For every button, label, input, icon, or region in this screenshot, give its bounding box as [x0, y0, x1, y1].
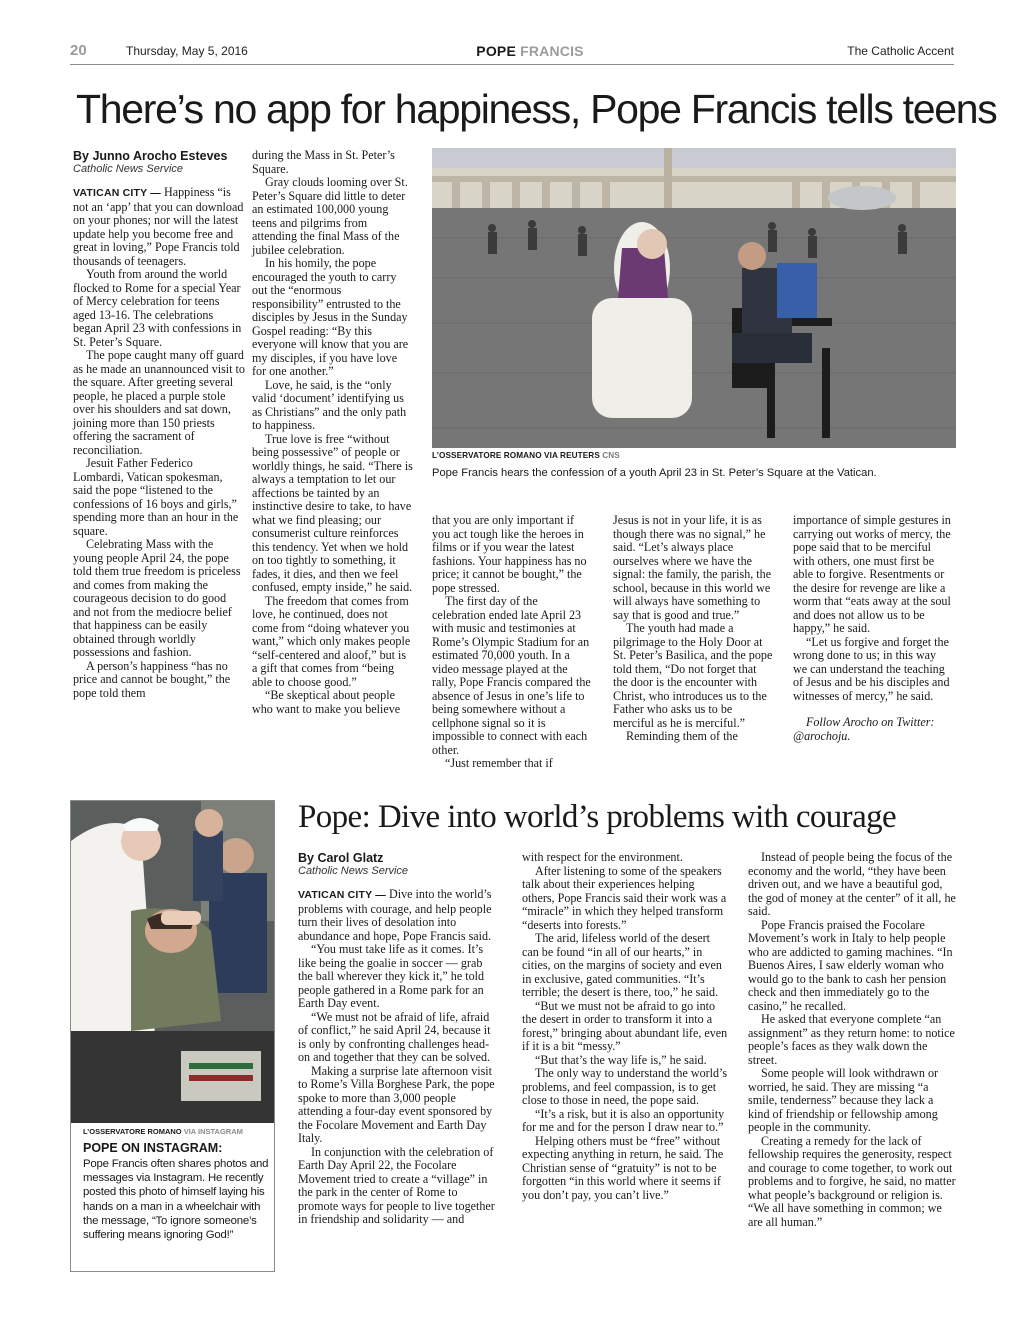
story2-paragraph: The only way to understand the world’s problems, and feel compassion, is to get close to those in need, the pope said.: [522, 1066, 728, 1107]
story2-paragraph: The arid, lifeless world of the desert can be found “in all of our hearts,” in cities, on the margins of society and even in exclusive, gated communities. “It’s terrible; the desert is there, too,” he said.: [522, 931, 722, 999]
section-title: [470, 43, 590, 59]
story2-dateline: VATICAN CITY —: [298, 889, 386, 901]
confession-photo: [432, 148, 956, 448]
story2-paragraph: Creating a remedy for the lack of fellowship requires the generosity, respect and courage to come together, to work out problems and to forgive, he said, no matter what people’s background or religion is. “We all have something in common; we are all human.”: [748, 1133, 956, 1229]
story1-service: Catholic News Service: [73, 163, 184, 175]
story1-byline: By Junno Arocho Esteves: [73, 149, 228, 163]
story1-paragraph: during the Mass in St. Peter’s Square.: [252, 148, 395, 176]
page-number: 20: [70, 42, 87, 59]
story2-paragraph: Making a surprise late afternoon visit to Rome’s Villa Borghese Park, the pope spoke to more than 3,000 people attending a four-day event sponsored by the Focolare Movement and Earth Day Italy.: [298, 1063, 495, 1145]
story1-paragraph: “Be skeptical about people who want to make you believe: [252, 688, 401, 716]
story1-paragraph: Jesus is not in your life, it is as though there was no signal,” he said. “Let’s always place ourselves where we have the signal: the family, the parish, the school, because in this world we will always have something to say that is good and true.”: [613, 513, 772, 622]
confession-photo-agency: CNS: [602, 451, 620, 460]
story1-paragraph: “Let us forgive and forget the wrong done to us; in this way we can understand the teaching of Jesus and be his disciples and witnesses of mercy,” he said.: [793, 634, 950, 703]
story2-headline: Pope: Dive into world’s problems with courage: [298, 799, 897, 835]
story1-paragraph: Youth from around the world flocked to Rome for a special Year of Mercy celebration for teens aged 13-16. The celebrations began April 23 with confessions in St. Peter’s Square.: [73, 267, 242, 349]
instagram-sidebar: [70, 800, 275, 1272]
instagram-photo-illustration: [71, 801, 274, 1123]
story2-paragraph: “You must take life as it comes. It’s like being the goalie in soccer — grab the ball wherever they kick it,” he told people gathered in a Rome park for an Earth Day event.: [298, 942, 485, 1010]
story1-follow-note: Follow Arocho on Twitter: @arochoju.: [793, 715, 935, 743]
page-header: [70, 40, 954, 65]
story1-paragraph: VATICAN CITY — Happiness “is not an ‘app’ that you can download on your phones; nor will the latest update help you become free and great in loving,” Pope Francis told thousands of teenagers.: [73, 185, 244, 268]
paper-name: The Catholic Accent: [847, 44, 954, 58]
story1-paragraph: that you are only important if you act tough like the heroes in films or if you wear the latest fashions. Your happiness has no price; it cannot be bought,” the pope stressed.: [432, 513, 587, 595]
confession-photo-caption: Pope Francis hears the confession of a youth April 23 in St. Peter’s Square at the Vatican.: [432, 467, 877, 479]
story1-paragraph: The freedom that comes from love, he continued, does not come from “doing whatever you want,” which only makes people “self-centered and aloof,” but is a gift that comes from “being able to choose good.”: [252, 593, 411, 689]
story2-column-3: [748, 851, 956, 1229]
instagram-photo-credit: L’OSSERVATORE ROMANO VIA INSTAGRAM: [83, 1127, 243, 1136]
story1-dateline: VATICAN CITY —: [73, 187, 161, 199]
story2-paragraph: with respect for the environment.: [522, 850, 683, 864]
issue-date: Thursday, May 5, 2016: [126, 44, 248, 58]
section-word-francis: FRANCIS: [520, 43, 584, 59]
story2-paragraph: “But we must not be afraid to go into the desert in order to transform it into a forest,” bringing about abundant life, even if it is a bit “messy.”: [522, 998, 728, 1053]
story2-paragraph: Helping others must be “free” without expecting anything in return, he said. The Christian sense of “gratuity” is not to be forgotten “in this world where it seems if you don’t pay, you can’t live.”: [522, 1133, 724, 1202]
section-word-pope: POPE: [476, 43, 516, 59]
story1-paragraph: Reminding them of the: [626, 729, 738, 743]
story1-paragraph: “Just remember that if: [445, 756, 553, 770]
story1-column-3: [432, 514, 592, 771]
story2-paragraph: “But that’s the way life is,” he said.: [535, 1052, 707, 1067]
story1-paragraph: importance of simple gestures in carrying out works of mercy, the pope said that to be merciful with others, one must first be able to forgive. Resentments or the desire for revenge are like a worm that “eats away at the soul and does not allow us to be happy,” he said.: [793, 513, 951, 635]
instagram-caption: Pope Francis often shares photos and messages via Instagram. He recently posted this photo of himself laying his hands on a man in a wheelchair with the message, “To ignore someone’s suffering means ignoring God!”: [83, 1158, 269, 1242]
story2-paragraph: “We must not be afraid of life, afraid of conflict,” he said April 24, because it is only by confronting challenges head-on and together that they can be solved.: [298, 1009, 491, 1064]
story1-paragraph: The pope caught many off guard as he made an unannounced visit to the square. After greeting several people, he placed a purple stole over his shoulders and sat down, joining more than 150 priests offering the sacrament of reconciliation.: [73, 348, 245, 457]
story1-column-5: [793, 514, 953, 743]
story2-paragraph: “It’s a risk, but it is also an opportunity for me and for the person I draw near to.”: [522, 1106, 725, 1134]
confession-photo-illustration: [432, 148, 956, 448]
story1-column-4: [613, 514, 773, 744]
story2-byline: By Carol Glatz: [298, 851, 384, 865]
story1-paragraph: A person’s happiness “has no price and cannot be bought,” the pope told them: [73, 658, 231, 700]
story1-paragraph: Gray clouds looming over St. Peter’s Square did little to deter an estimated 100,000 young teens and pilgrims from attending the final Mass of the jubilee celebration.: [252, 175, 408, 257]
story1-paragraph: Jesuit Father Federico Lombardi, Vatican spokesman, said the pope “listened to the confessions of 16 boys and girls,” spending more than an hour in the square.: [73, 456, 239, 538]
story1-column-2: [252, 149, 414, 716]
confession-photo-credit: L’OSSERVATORE ROMANO VIA REUTERS CNS: [432, 451, 620, 460]
story2-paragraph: After listening to some of the speakers talk about their experiences helping others, Pope Francis said their work was a “miracle” in which they helped transform “deserts into forests.”: [522, 863, 727, 932]
story2-column-2: [522, 851, 728, 1202]
story1-paragraph: In his homily, the pope encouraged the youth to carry out the “enormous responsibility” entrusted to the disciples by Jesus in the Sunday Gospel reading: “By this everyone will know that you are my disciples, if you have love for one another.”: [252, 256, 409, 378]
story2-paragraph: Pope Francis praised the Focolare Movement’s work in Italy to help people who are addicted to gaming machines. “In Buenos Aires, I saw elderly woman who would go to the bank to cash her pension check and then immediately go to the casino,” he recalled.: [748, 917, 953, 1013]
story1-column-1: [73, 149, 245, 700]
story1-paragraph: Celebrating Mass with the young people April 24, the pope told them true freedom is priceless and comes from making the courageous decision to do good and not from the mediocre belief that happiness can be easily obtained through worldly possessions and fashion.: [73, 537, 241, 659]
instagram-heading: POPE ON INSTAGRAM:: [83, 1141, 223, 1155]
story2-paragraph: Instead of people being the focus of the economy and the world, “they have been driven out, and we have a beautiful god, the god of money at the center” of it all, he said.: [748, 850, 956, 918]
story2-paragraph: Some people will look withdrawn or worried, he said. They are missing “a smile, tenderness” because they lack a kind of friendship or fellowship among people in the community.: [748, 1066, 939, 1134]
story1-paragraph: Love, he said, is the “only valid ‘document’ identifying us as Christians” and the only path to happiness.: [252, 377, 407, 432]
story2-service: Catholic News Service: [298, 865, 409, 877]
instagram-photo: [71, 801, 274, 1123]
instagram-photo-agency: VIA INSTAGRAM: [183, 1127, 243, 1136]
story1-headline: There’s no app for happiness, Pope Francis tells teens: [76, 86, 997, 132]
story2-paragraph: In conjunction with the celebration of Earth Day April 22, the Focolare Movement tried to create a “village” in the park in the center of Rome to promote ways for people to live together in friendship and solidarity — and: [298, 1144, 495, 1226]
story2-paragraph: VATICAN CITY — Dive into the world’s problems with courage, and help people turn their lives of desolation into abundance and hope, Pope Francis said.: [298, 887, 492, 943]
story2-column-1: [298, 851, 500, 1227]
story1-paragraph: The first day of the celebration ended late April 23 with music and testimonies at Rome’s Olympic Stadium for an estimated 70,000 youth. In a video message played at the rally, Pope Francis compared the absence of Jesus in one’s life to being somewhere without a cellphone signal so it is impossible to connect with each other.: [432, 594, 591, 757]
story1-paragraph: True love is free “without being possessive” of people or worldly things, he said. “There is always a temptation to let our affections be tainted by an instinctive desire to take, to have what we find pleasing; our consumerist culture reinforces this tendency. Yet when we hold on too tightly to something, it fades, it dies, and then we feel confused, empty inside,” he said.: [252, 431, 413, 594]
story2-paragraph: He asked that everyone complete “an assignment” as they return home: to notice people’s faces as they walk down the street.: [748, 1012, 955, 1067]
story1-paragraph: The youth had made a pilgrimage to the Holy Door at St. Peter’s Basilica, and the pope told them, “Do not forget that the door is the encounter with Christ, who introduces us to the Father who asks us to be merciful as he is merciful.”: [613, 621, 773, 730]
